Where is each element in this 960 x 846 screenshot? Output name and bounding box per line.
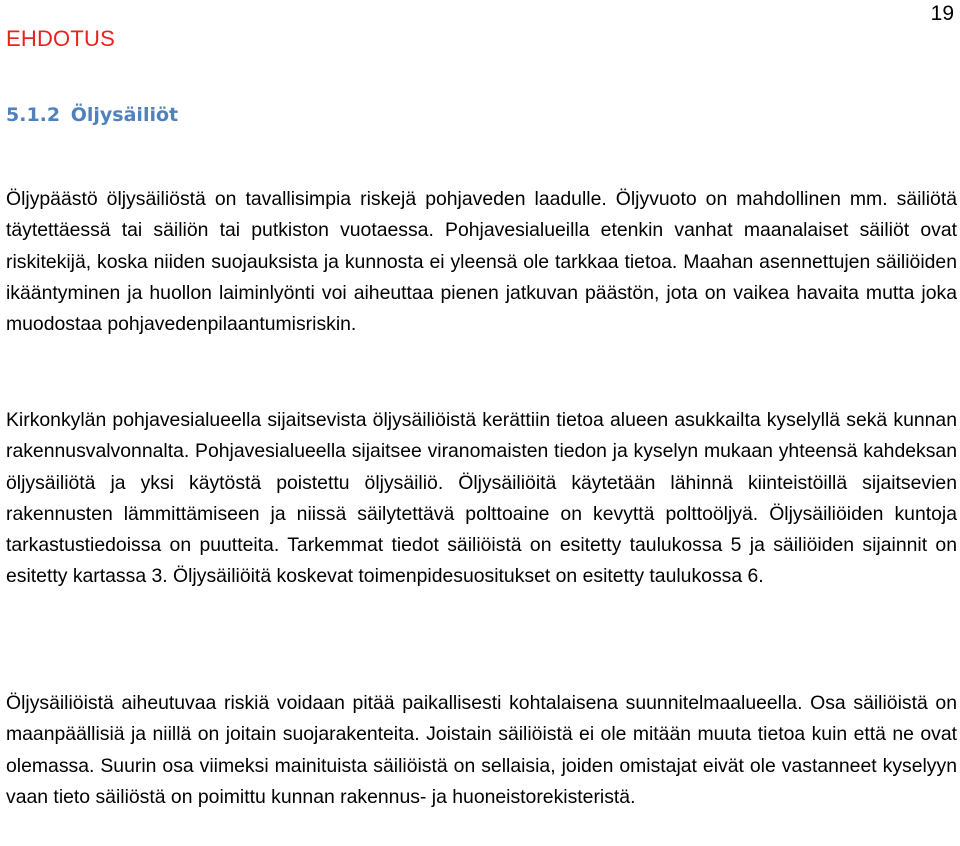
paragraph-risk-assessment: Öljysäiliöistä aiheutuvaa riskiä voidaan pitää paikallisesti kohtalaisena suunnitelmaalueella. Osa säiliöistä on maanpäällisiä ja niillä on joitain suojarakenteita. Joistain säiliöistä ei ole mitään muuta tietoa kuin että ne ovat olemassa. Suurin osa viimeksi mainituista säiliöistä on sellaisia, joiden omistajat eivät ole vastanneet kyselyyn vaan tieto säiliöstä on poimittu kunnan rakennus- ja huoneistorekisteristä. <box>6 692 957 808</box>
paragraph-oil-spill-risk: Öljypäästö öljysäiliöstä on tavallisimpia riskejä pohjaveden laadulle. Öljyvuoto on mahdollinen mm. säiliötä täytettäessä tai säiliön tai putkiston vuotaessa. Pohjavesialueilla etenkin vanhat maanalaiset säiliöt ovat riskitekijä, koska niiden suojauksista ja kunnosta ei yleensä ole tarkkaa tietoa. Maahan asennettujen säiliöiden ikääntyminen ja huollon laiminlyönti voi aiheuttaa pienen jatkuvan päästön, jota on vaikea havaita mutta joka muodostaa pohjavedenpilaantumisriskin. <box>6 188 957 336</box>
page-number: 19 <box>930 2 954 25</box>
draft-label: EHDOTUS <box>6 26 115 51</box>
section-number: 5.1.2 <box>6 104 61 126</box>
paragraph-tank-survey: Kirkonkylän pohjavesialueella sijaitsevista öljysäiliöistä kerättiin tietoa alueen asukkailta kyselyllä sekä kunnan rakennusvalvonnalta. Pohjavesialueella sijaitsee viranomaisten tiedon ja kyselyn mukaan yhteensä kahdeksan öljysäiliötä ja yksi käytöstä poistettu öljysäiliö. Öljysäiliöitä käytetään lähinnä kiinteistöillä sijaitsevien rakennusten lämmittämiseen ja niissä säilytettävä polttoaine on kevyttä polttoöljyä. Öljysäiliöiden kuntoja tarkastustiedoissa on puutteita. Tarkemmat tiedot säiliöistä on esitetty taulukossa 5 ja säiliöiden sijainnit on esitetty kartassa 3. Öljysäiliöitä koskevat toimenpidesuositukset on esitetty taulukossa 6. <box>6 409 957 588</box>
section-heading <box>6 104 182 126</box>
section-title: Öljysäiliöt <box>70 104 179 126</box>
